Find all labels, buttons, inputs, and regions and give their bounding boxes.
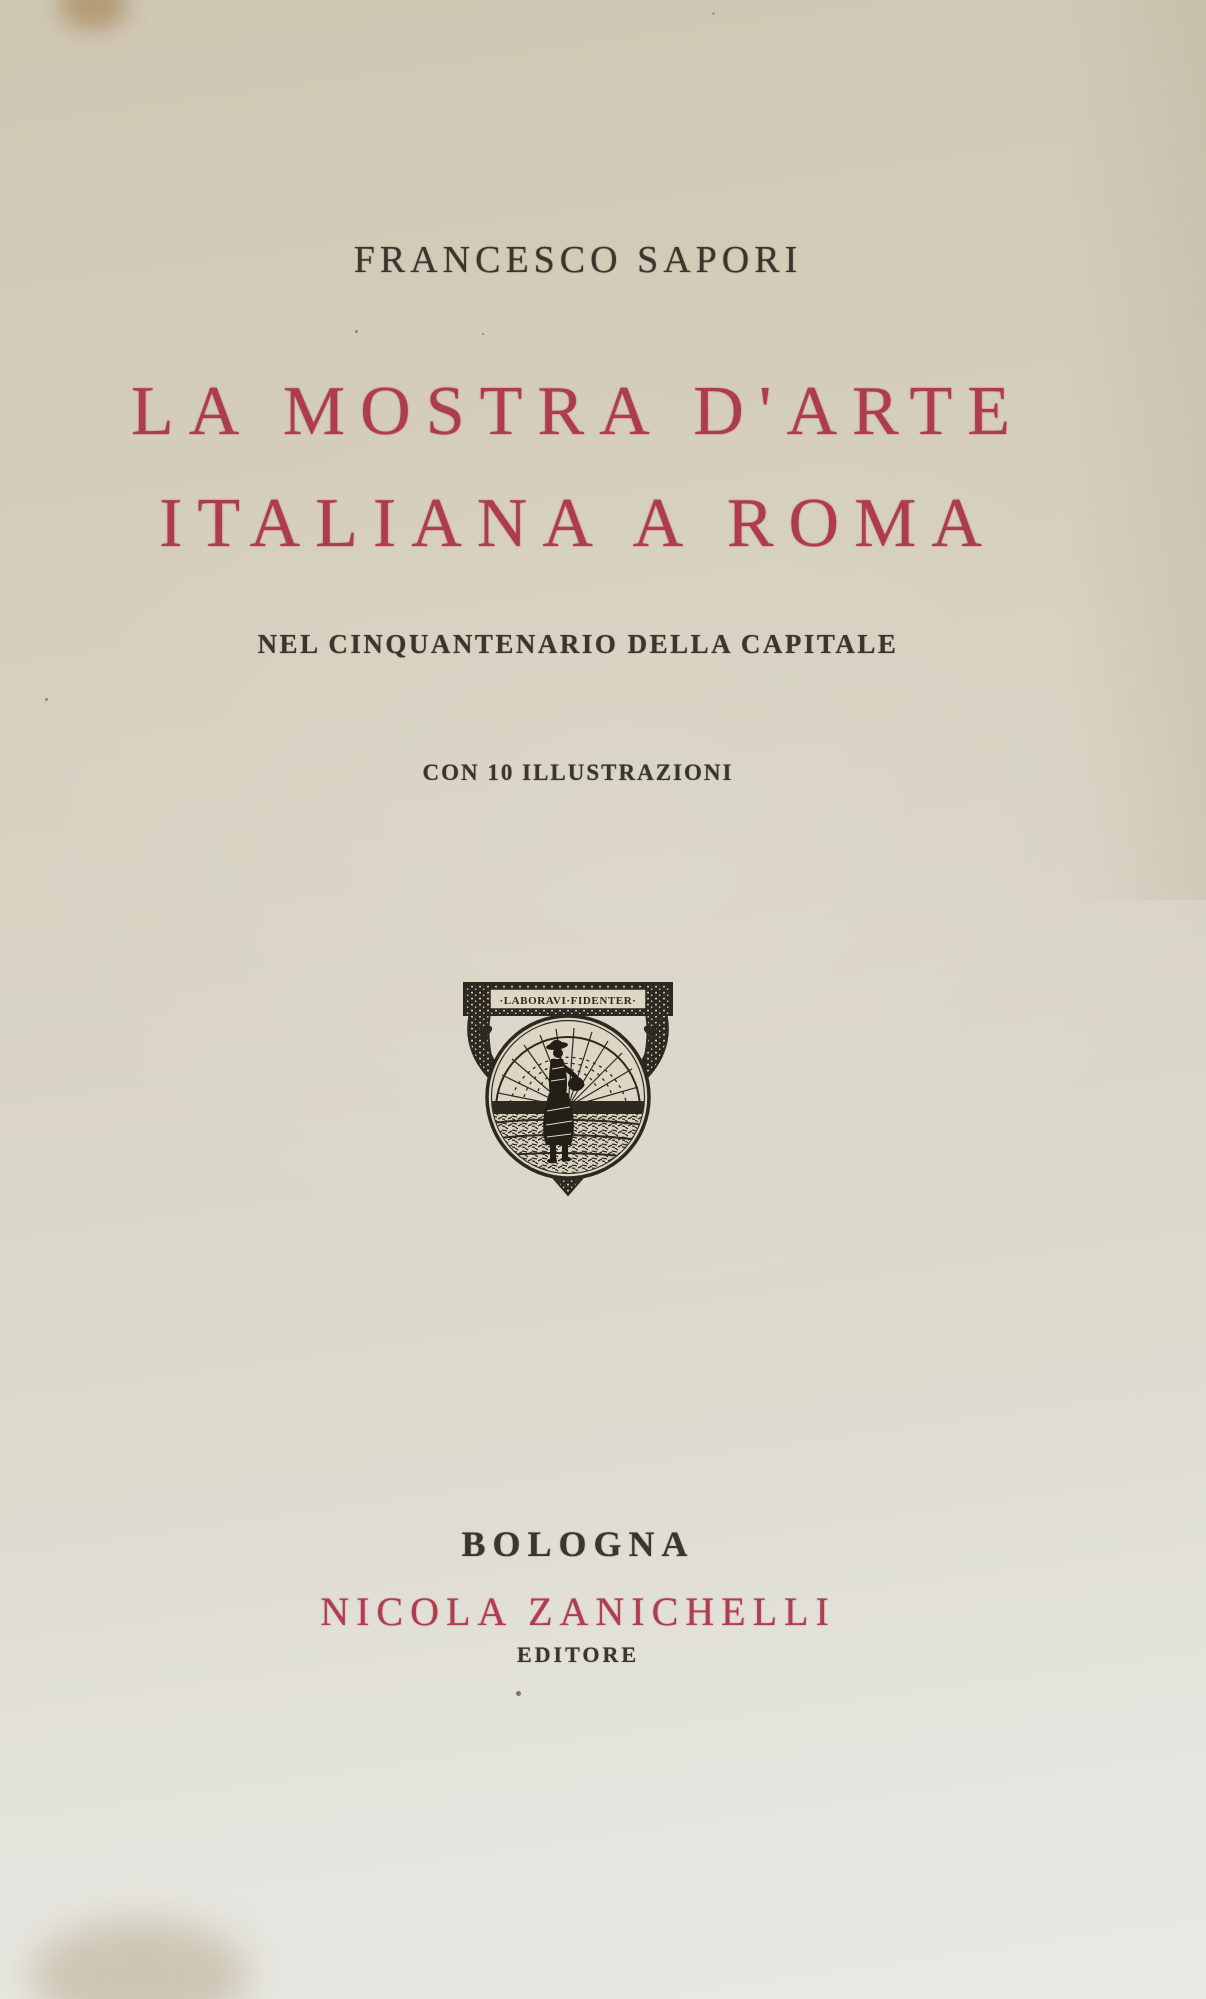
dust-speck bbox=[482, 333, 484, 335]
imprint-city: BOLOGNA bbox=[461, 1524, 695, 1564]
author-name: FRANCESCO SAPORI bbox=[353, 239, 803, 281]
imprint-role: EDITORE bbox=[516, 1642, 640, 1667]
publisher-emblem bbox=[462, 973, 674, 1197]
paper-stain-top bbox=[58, 0, 128, 30]
paper-stain-bottom bbox=[30, 1920, 250, 1999]
motto-text: ·LABORAVI·FIDENTER· bbox=[499, 995, 637, 1007]
printers-mark-dot bbox=[516, 1691, 521, 1696]
imprint-publisher: NICOLA ZANICHELLI bbox=[320, 1589, 836, 1634]
sower-emblem-illustration bbox=[462, 973, 674, 1197]
illustrations-note: CON 10 ILLUSTRAZIONI bbox=[422, 760, 734, 785]
book-title-line-2: ITALIANA A ROMA bbox=[159, 485, 997, 562]
book-subtitle: NEL CINQUANTENARIO DELLA CAPITALE bbox=[257, 629, 899, 659]
dust-speck bbox=[712, 12, 715, 15]
book-title-line-1: LA MOSTRA D'ARTE bbox=[130, 373, 1026, 450]
dust-speck bbox=[45, 698, 48, 701]
dust-speck bbox=[355, 330, 358, 333]
